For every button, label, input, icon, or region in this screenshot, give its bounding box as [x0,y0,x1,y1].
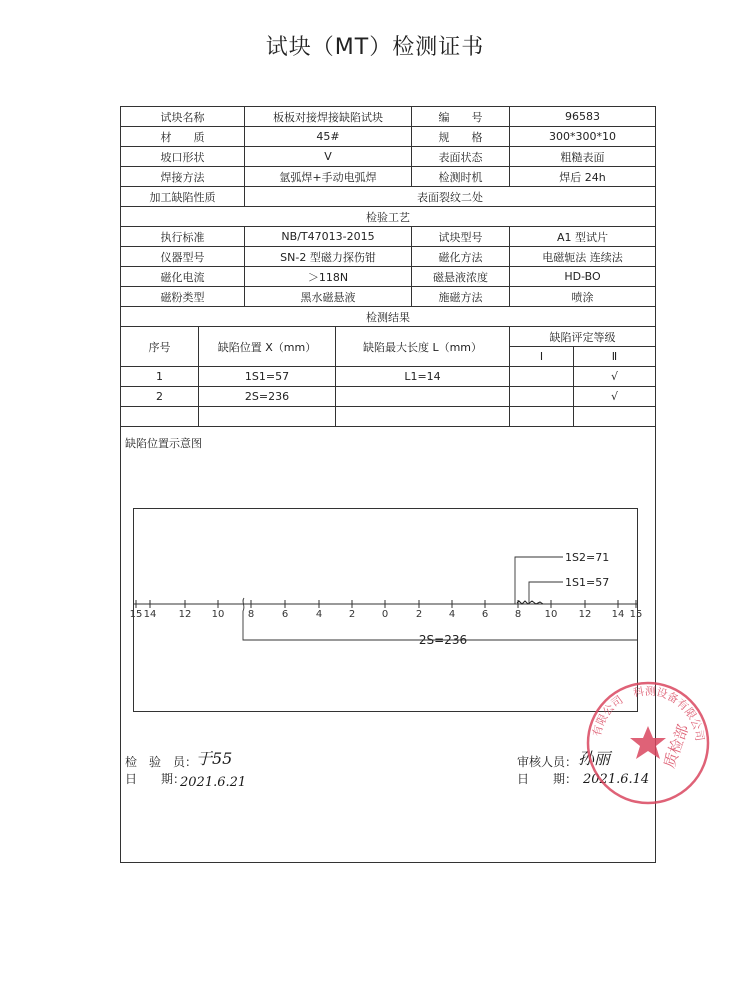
row-results-columns [121,327,656,347]
ann-1s2: 1S2=71 [565,551,610,564]
result-no [121,407,199,427]
label-current: 磁化电流 [121,267,245,287]
company-seal [583,678,713,808]
value-block: A1 型试片 [510,227,656,247]
defect-position-diagram [129,508,643,714]
scale-tick-label: 10 [544,609,558,620]
value-defect: 表面裂纹二处 [245,187,656,207]
scale-tick-label: 2 [415,609,423,620]
value-mag-method: 电磁轭法 连续法 [510,247,656,267]
label-name: 试块名称 [121,107,245,127]
scale-tick-label: 4 [315,609,323,620]
label-mag-method: 磁化方法 [412,247,510,267]
label-surface: 表面状态 [412,147,510,167]
row-process-header [121,207,656,227]
label-standard: 执行标准 [121,227,245,247]
value-powder: 黑水磁悬液 [245,287,412,307]
result-row-3 [121,407,656,427]
result-length: L1=14 [336,367,510,387]
defect-1s1-leader [529,582,563,604]
col-no: 序号 [121,327,199,367]
defect-1s2-leader [515,557,563,604]
scale-tick-label: 8 [247,609,255,620]
date-value-left: 2021.6.21 [180,775,247,790]
label-instrument: 仪器型号 [121,247,245,267]
row-material [121,127,656,147]
diagram-label: 缺陷位置示意图 [125,437,202,450]
seal-ring-text: 有限公司 科测设备有限公司 [590,684,707,742]
result-row-1 [121,367,656,387]
label-block: 试块型号 [412,227,510,247]
scale-tick-label: 12 [178,609,192,620]
result-grade-2: √ [574,367,656,387]
col-grade: 缺陷评定等级 [510,327,656,347]
scale-ticks [130,600,643,620]
seal-center-text: 质检部 [660,722,693,771]
value-groove: V [245,147,412,167]
label-powder: 磁粉类型 [121,287,245,307]
reviewer-signature: 孙丽 [578,749,611,768]
value-apply: 喷涂 [510,287,656,307]
row-standard [121,227,656,247]
row-defect [121,187,656,207]
label-no: 编 号 [412,107,510,127]
inspector-label: 检 验 员： [125,755,198,769]
row-weld [121,167,656,187]
value-time: 焊后 24h [510,167,656,187]
label-defect: 加工缺陷性质 [121,187,245,207]
date-label-right: 日 期： [517,772,578,786]
result-grade-2 [574,407,656,427]
certificate-table [120,106,656,427]
date-value-right: 2021.6.14 [583,772,650,787]
row-current [121,267,656,287]
value-weld: 氩弧焊+手动电弧焊 [245,167,412,187]
scale-tick-label: 2 [348,609,356,620]
ann-2s: 2S=236 [418,633,468,647]
process-header: 检验工艺 [121,207,656,227]
value-concentration: HD-BO [510,267,656,287]
row-name [121,107,656,127]
value-standard: NB/T47013-2015 [245,227,412,247]
value-no: 96583 [510,107,656,127]
result-grade-1 [510,387,574,407]
seal-star-icon [630,726,666,759]
value-surface: 粗糙表面 [510,147,656,167]
result-position: 1S1=57 [199,367,336,387]
result-position: 2S=236 [199,387,336,407]
scale-tick-label: 8 [514,609,522,620]
row-groove [121,147,656,167]
ann-1s1: 1S1=57 [565,576,610,589]
scale-tick-label: 15 [129,609,143,620]
row-powder [121,287,656,307]
result-no: 1 [121,367,199,387]
scale-tick-label: 10 [211,609,225,620]
label-spec: 规 格 [412,127,510,147]
result-grade-2: √ [574,387,656,407]
scale-tick-label: 14 [611,609,625,620]
result-grade-1 [510,367,574,387]
value-name: 板板对接焊接缺陷试块 [245,107,412,127]
label-weld: 焊接方法 [121,167,245,187]
reviewer-label: 审核人员： [517,755,578,769]
result-no: 2 [121,387,199,407]
value-material: 45# [245,127,412,147]
col-grade-2: Ⅱ [574,347,656,367]
scale-tick-label: 6 [281,609,289,620]
result-position [199,407,336,427]
col-grade-1: Ⅰ [510,347,574,367]
col-position: 缺陷位置 X（mm） [199,327,336,367]
scale-tick-label: 12 [578,609,592,620]
result-length [336,407,510,427]
result-row-2 [121,387,656,407]
inspector-signature: 于55 [196,749,233,768]
value-spec: 300*300*10 [510,127,656,147]
scale-tick-label: 6 [481,609,489,620]
label-concentration: 磁悬液浓度 [412,267,510,287]
result-length [336,387,510,407]
date-label-left: 日 期： [125,772,186,786]
scale-tick-label: 14 [143,609,157,620]
value-instrument: SN-2 型磁力探伤钳 [245,247,412,267]
row-results-header [121,307,656,327]
scale-tick-label: 4 [448,609,456,620]
label-time: 检测时机 [412,167,510,187]
scale-tick-label: 15 [629,609,643,620]
col-length: 缺陷最大长度 L（mm） [336,327,510,367]
document-title: 试块（MT）检测证书 [265,35,485,60]
label-apply: 施磁方法 [412,287,510,307]
label-material: 材 质 [121,127,245,147]
label-groove: 坡口形状 [121,147,245,167]
row-instrument [121,247,656,267]
results-header: 检测结果 [121,307,656,327]
scale-tick-label: 0 [381,609,389,620]
result-grade-1 [510,407,574,427]
value-current: ＞118N [245,267,412,287]
